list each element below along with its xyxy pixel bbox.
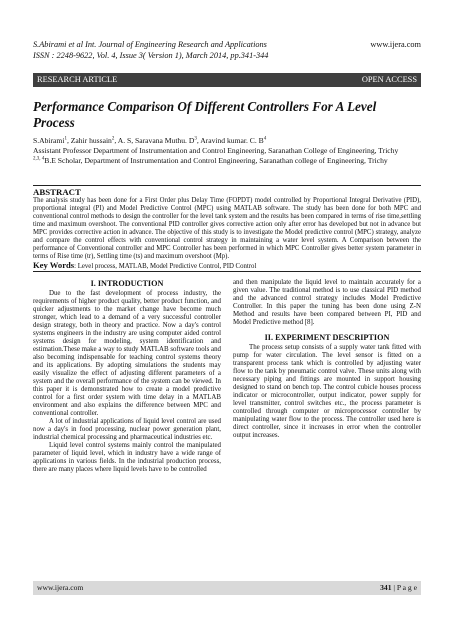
affiliation-1: Assistant Professor Department of Instrumentation and Control Engineering, Saranathan College of Engineering, Trichy	[33, 146, 399, 156]
access-label: OPEN ACCESS	[361, 75, 417, 84]
left-column	[33, 279, 221, 474]
section-heading-introduction: I. INTRODUCTION	[90, 279, 164, 288]
paper-title: Performance Comparison Of Different Controllers For A Level Process	[33, 99, 377, 130]
article-type-label: RESEARCH ARTICLE	[37, 75, 118, 84]
abstract-heading: ABSTRACT	[33, 187, 81, 197]
journal-line: S.Abirami et al Int. Journal of Engineering Research and Applications	[33, 40, 267, 49]
intro-paragraph-2: A lot of industrial applications of liquid level control are used now a day's in food processing, nuclear power generation plant, industrial chemical processing and pharmaceutical industries etc.	[33, 418, 221, 441]
page-footer	[33, 581, 421, 595]
intro-paragraph-3: Liquid level control systems mainly control the manipulated parameter of liquid level, which in industry have a wide range of applications in various fields. In the industrial production process, there are many places where liquid levels have to be controlled	[33, 442, 221, 473]
footer-website[interactable]: www.ijera.com	[37, 583, 84, 592]
abstract-text: The analysis study has been done for a First Order plus Delay Time (FOPDT) model controlled by Proportional Integral Derivative (PID), proportional integral (PI) and Model Predictive Control (MPC) using MATLAB software. The study has been done for both MPC and conventional control methods to design the controller for the level tank system and the results has been compared in terms of rise time,settling time and maximum overshoot. The conventional PID controller gives corrective action only after error has developed but not in advance but MPC provides corrective action in advance. The objective of this study is to investigate the Model predictive control (MPC) strategy, analyze and compare the control effects with conventional control strategy in maintaining a water level system. A Comparison between the performance of Conventional controller and MPC Controller has been performed in which MPC Controller gives better system parameter in terms of Rise time (tr), Settling time (ts) and maximum overshoot (Mp).	[33, 197, 421, 261]
intro-paragraph-1: Due to the fast development of process industry, the requirements of higher product quality, better product function, and quicker adjustments to the market change have become much stronger, which lead to a demand of a very successful controller design strategy, both in theory and practice. Now a day's control systems engineers in the industry are using computer aided control systems design for modeling, system identification and estimation.These make a way to study MATLAB software tools and also becoming indispensable for teaching control systems theory and its applications. By adopting simulations the students may easily visualize the effect of adjusting different parameters of a system and the overall performance of the system can be viewed. In this paper it is demonstrated how to create a model predictive control for a first order system with time delay in a MATLAB environment and also explains the difference between MPC and conventional controller.	[33, 290, 221, 417]
running-header	[33, 39, 421, 61]
header-website[interactable]: www.ijera.com	[370, 40, 421, 49]
affiliation-2: $^{2,3, 4}$B.E Scholar, Department of Instrumentation and Control Engineering, Saranathan college of Engineering, Trichy	[33, 156, 388, 166]
keywords-label: Key Words	[33, 260, 75, 271]
keywords-line	[33, 261, 421, 271]
page-number: 341 | P a g e	[380, 583, 417, 592]
intro-continuation: and then manipulate the liquid level to maintain accurately for a given value. The traditional method is to use classical PID method and the advanced control strategy includes Model Predictive Controller. In this paper the tuning has been done using Z-N Method and results have been compared between PI, PID and Model Predictive method [8].	[233, 279, 421, 326]
article-banner	[33, 73, 421, 87]
abstract-section	[33, 185, 421, 272]
keywords-text: : Level process, MATLAB, Model Predictive Control, PID Control	[74, 263, 257, 271]
issn-line: ISSN : 2248-9622, Vol. 4, Issue 3( Version 1), March 2014, pp.341-344	[33, 51, 269, 60]
author-block	[33, 136, 421, 167]
right-column	[233, 279, 421, 440]
experiment-paragraph: The process setup consists of a supply water tank fitted with pump for water circulation. The level sensor is fitted on a transparent process tank which is controlled by adjusting water flow to the tank by pneumatic control valve. These units along with necessary piping and fittings are mounted in support housing designed to stand on bench top. The control cubicle houses process indicator or microcontroller, output indicator, power supply for level transmitter, control switches etc., the process parameter is controlled through computer or microprocessor controller by manipulating water flow to the process. The controller used here is direct controller, since it increases in error when the controller output increases.	[233, 344, 421, 439]
author-names: S.Abirami$^1$, Zahir hussain$^2$, A. S, Saravana Muthu. $D^3$, Aravind kumar. C. $B^4$	[33, 136, 267, 145]
section-heading-experiment: II. EXPERIMENT DESCRIPTION	[264, 333, 390, 342]
